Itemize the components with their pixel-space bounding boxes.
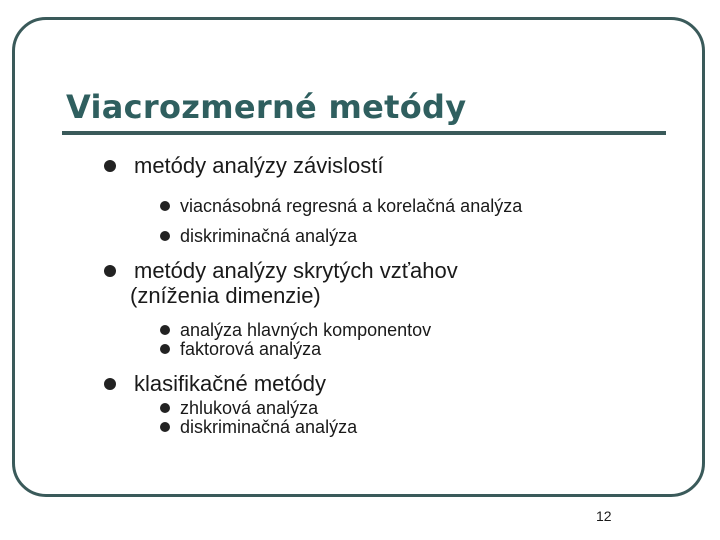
bullet-dot-icon: [160, 231, 170, 241]
slide-title: Viacrozmerné metódy: [66, 88, 467, 126]
bullet-dot-icon: [160, 201, 170, 211]
bullet-section-2: [110, 258, 458, 308]
bullet-dot-icon: [104, 265, 116, 277]
bullet-dot-icon: [104, 160, 116, 172]
section-heading: metódy analýzy závislostí: [134, 153, 384, 178]
sub-bullet-text: faktorová analýza: [180, 339, 322, 359]
sub-bullet: [163, 320, 431, 340]
bullet-dot-icon: [160, 344, 170, 354]
sub-bullet-text: diskriminačná analýza: [180, 417, 358, 437]
page-number: 12: [596, 508, 612, 524]
bullet-section-3: [110, 371, 326, 396]
sub-bullet: [163, 417, 357, 437]
bullet-section-1: [110, 153, 383, 178]
section-heading-continuation: (zníženia dimenzie): [130, 283, 321, 308]
sub-bullet: [163, 196, 522, 216]
sub-bullet-text: zhluková analýza: [180, 398, 319, 418]
section-heading: klasifikačné metódy: [134, 371, 326, 396]
sub-bullet: [163, 398, 318, 418]
bullet-dot-icon: [160, 325, 170, 335]
bullet-dot-icon: [104, 378, 116, 390]
sub-bullet-text: analýza hlavných komponentov: [180, 320, 432, 340]
title-underline: [62, 131, 666, 135]
sub-bullet-text: diskriminačná analýza: [180, 226, 358, 246]
section-heading: metódy analýzy skrytých vzťahov: [134, 258, 458, 283]
bullet-dot-icon: [160, 403, 170, 413]
bullet-dot-icon: [160, 422, 170, 432]
sub-bullet-text: viacnásobná regresná a korelačná analýza: [180, 196, 523, 216]
sub-bullet: [163, 339, 321, 359]
sub-bullet: [163, 226, 357, 246]
